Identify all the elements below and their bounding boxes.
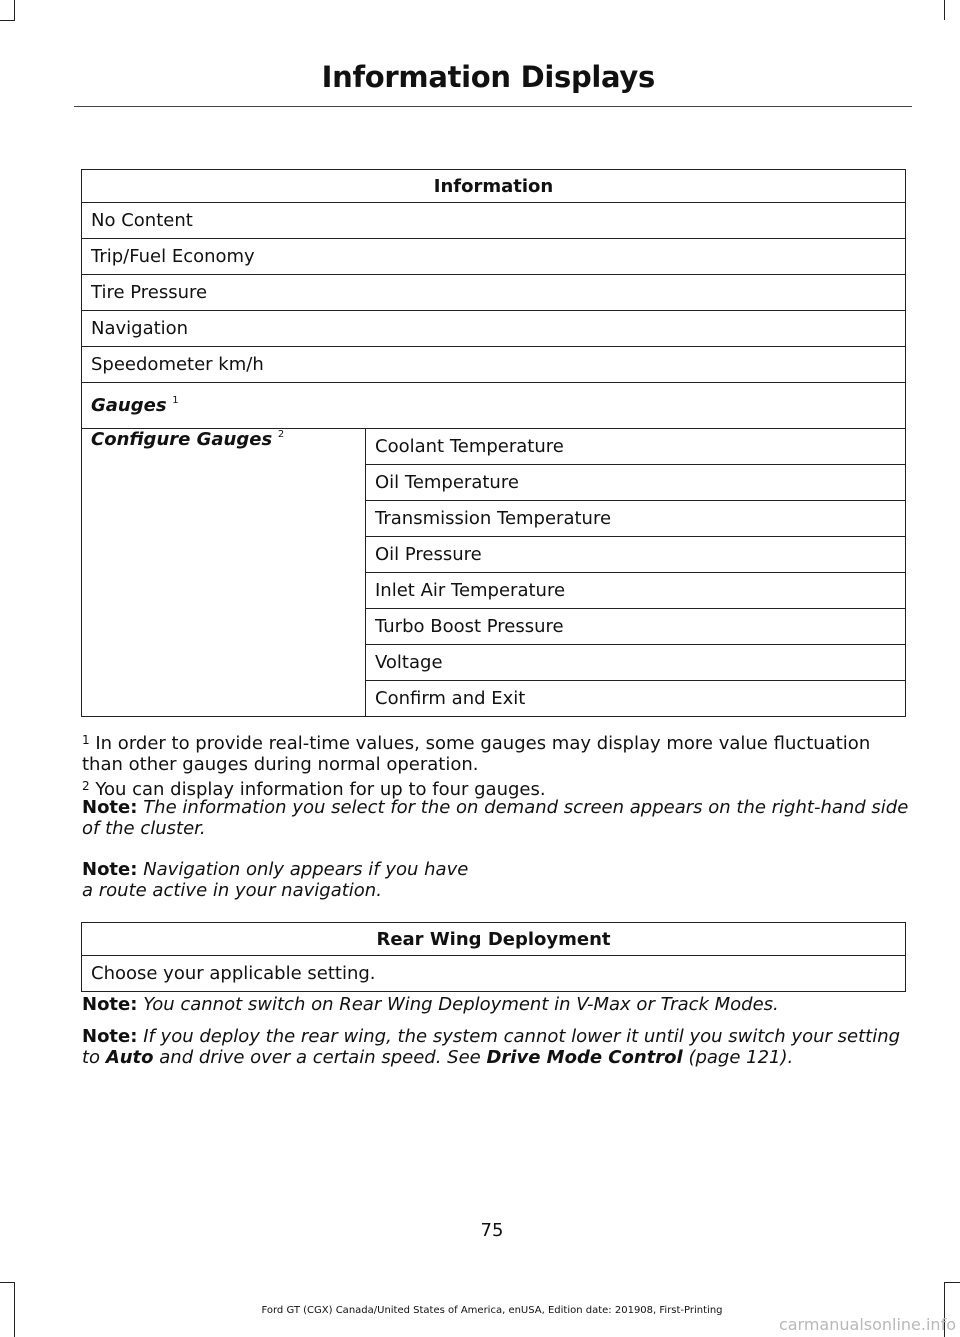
gauge-option: Coolant Temperature [366, 429, 906, 465]
footnote-mark: 1 [82, 733, 90, 747]
rear-wing-table [81, 922, 906, 992]
note-label: Note: [82, 994, 138, 1015]
gauges-row [82, 383, 906, 429]
configure-gauges-label: Configure Gauges [91, 429, 273, 450]
gauges-label: Gauges [91, 395, 167, 416]
gauge-option: Turbo Boost Pressure [366, 609, 906, 645]
gauge-option: Inlet Air Temperature [366, 573, 906, 609]
note-label: Note: [82, 1026, 138, 1047]
crop-mark [0, 1282, 15, 1283]
crop-mark [944, 0, 945, 20]
note-paragraph [82, 1026, 912, 1068]
crop-mark [14, 0, 15, 20]
auto-setting: Auto [105, 1047, 154, 1068]
footnote-mark: 2 [82, 779, 90, 793]
configure-gauges-cell [82, 429, 366, 717]
note-label: Note: [82, 797, 138, 818]
note-text: The information you select for the on demand screen appears on the right-hand side of the cluster. [82, 797, 909, 839]
note-text: and drive over a certain speed. See [159, 1047, 481, 1068]
gauge-option: Confirm and Exit [366, 681, 906, 717]
page-title: Information Displays [321, 60, 655, 94]
note-paragraph [82, 797, 912, 839]
gauge-option: Oil Pressure [366, 537, 906, 573]
note-paragraph [82, 859, 912, 901]
footnote-ref: 2 [277, 429, 285, 440]
footnote-1 [82, 730, 912, 775]
table-row: Tire Pressure [82, 275, 906, 311]
note-text: You cannot switch on Rear Wing Deployment in V-Max or Track Modes. [143, 994, 779, 1015]
note-text: If you deploy the rear wing, the system cannot lower it until you switch your setting to [82, 1026, 901, 1068]
note-paragraph [82, 994, 912, 1015]
watermark: carmanualsonline.info [778, 1315, 956, 1334]
drive-mode-control-link[interactable]: Drive Mode Control [486, 1047, 683, 1068]
table-row: Speedometer km/h [82, 347, 906, 383]
page-number: 75 [480, 1220, 504, 1241]
footnote-text: You can display information for up to four gauges. [89, 779, 546, 800]
crop-mark [0, 20, 15, 21]
table-heading: Information [82, 170, 906, 203]
page-footer: Ford GT (CGX) Canada/United States of America, enUSA, Edition date: 201908, First-Printing [261, 1305, 723, 1316]
crop-mark [944, 1282, 960, 1283]
footnote-ref: 1 [172, 395, 179, 406]
table-row: Navigation [82, 311, 906, 347]
title-divider [74, 106, 912, 107]
gauge-option: Transmission Temperature [366, 501, 906, 537]
page-reference: (page 121). [688, 1047, 794, 1068]
table-heading: Rear Wing Deployment [82, 923, 906, 956]
gauge-option: Voltage [366, 645, 906, 681]
footnote-text: In order to provide real-time values, some gauges may display more value fluctuation than other gauges during normal operation. [82, 733, 871, 775]
note-label: Note: [82, 859, 138, 880]
note-text: a route active in your navigation. [82, 880, 382, 901]
information-table [81, 169, 906, 717]
table-row: Choose your applicable setting. [82, 956, 906, 992]
note-text: Navigation only appears if you have [143, 859, 469, 880]
gauge-option: Oil Temperature [366, 465, 906, 501]
table-row: No Content [82, 203, 906, 239]
table-row: Trip/Fuel Economy [82, 239, 906, 275]
